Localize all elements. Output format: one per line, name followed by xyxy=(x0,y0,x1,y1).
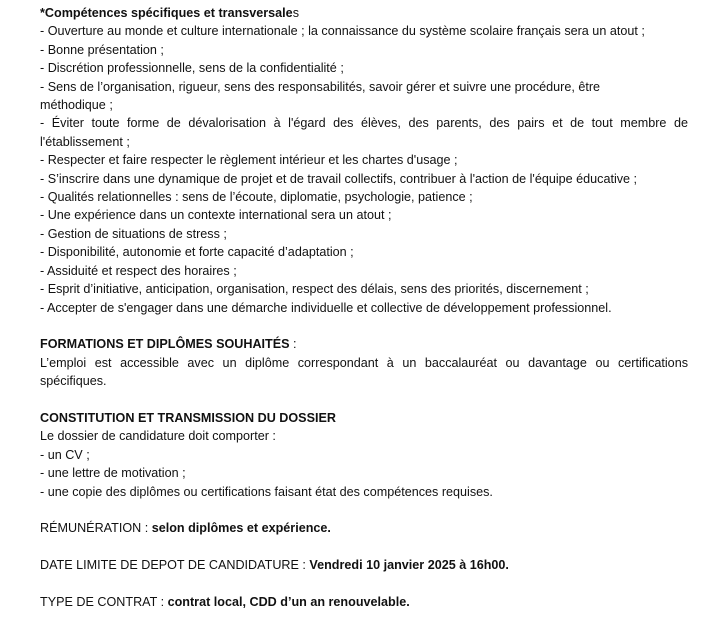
formations-heading-text: FORMATIONS ET DIPLÔMES SOUHAITÉS xyxy=(40,337,290,352)
competences-title-bold: *Compétences spécifiques et transversale xyxy=(40,6,293,20)
formations-heading-suffix: : xyxy=(289,337,297,352)
list-item: - Une expérience dans un contexte international sera un atout ; xyxy=(40,208,392,223)
formations-heading xyxy=(40,335,688,353)
date-limite-line xyxy=(40,556,688,574)
dossier-intro: Le dossier de candidature doit comporter : xyxy=(40,429,276,444)
spacer xyxy=(40,391,688,409)
spacer xyxy=(40,538,688,556)
dossier-heading: CONSTITUTION ET TRANSMISSION DU DOSSIER xyxy=(40,410,336,425)
document-page xyxy=(40,4,688,611)
remuneration-label: RÉMUNÉRATION : xyxy=(40,521,152,536)
list-item: - Assiduité et respect des horaires ; xyxy=(40,263,237,278)
date-limite-value: Vendredi 10 janvier 2025 à 16h00. xyxy=(309,558,509,573)
spacer xyxy=(40,575,688,593)
competences-title xyxy=(40,4,688,22)
date-limite-label: DATE LIMITE DE DEPOT DE CANDIDATURE : xyxy=(40,558,310,573)
list-item: - Éviter toute forme de dévalorisation à l'égard des élèves, des parents, des pairs et de tout membre de l'établissement ; xyxy=(40,116,688,149)
list-item: - Gestion de situations de stress ; xyxy=(40,226,227,241)
competences-title-tail: s xyxy=(292,6,299,20)
contrat-line xyxy=(40,593,688,611)
list-item: - Ouverture au monde et culture internationale ; la connaissance du système scolaire français sera un atout ; xyxy=(40,24,645,39)
remuneration-line xyxy=(40,519,688,537)
contrat-value: contrat local, CDD d’un an renouvelable. xyxy=(167,594,410,609)
contrat-label: TYPE DE CONTRAT : xyxy=(40,594,168,609)
list-item: - Discrétion professionnelle, sens de la confidentialité ; xyxy=(40,61,344,76)
list-item: - Qualités relationnelles : sens de l’écoute, diplomatie, psychologie, patience ; xyxy=(40,190,473,205)
dossier-list xyxy=(40,446,688,501)
competences-list xyxy=(40,22,688,317)
list-item: - Accepter de s'engager dans une démarche individuelle et collective de développement professionnel. xyxy=(40,300,612,315)
list-item: - Disponibilité, autonomie et forte capacité d’adaptation ; xyxy=(40,245,354,260)
formations-text: L’emploi est accessible avec un diplôme correspondant à un baccalauréat ou davantage ou certifications spécifiques. xyxy=(40,355,688,389)
spacer xyxy=(40,501,688,519)
list-item: - un CV ; xyxy=(40,447,90,462)
spacer xyxy=(40,317,688,335)
list-item: - une lettre de motivation ; xyxy=(40,466,186,481)
remuneration-value: selon diplômes et expérience. xyxy=(151,521,331,536)
list-item: - S’inscrire dans une dynamique de projet et de travail collectifs, contribuer à l'action de l'équipe éducative ; xyxy=(40,171,638,186)
list-item: - Esprit d’initiative, anticipation, organisation, respect des délais, sens des priorités, discernement ; xyxy=(40,282,589,297)
list-item: - Sens de l’organisation, rigueur, sens des responsabilités, savoir gérer et suivre une procédure, être méthodique ; xyxy=(40,79,601,113)
list-item: - Respecter et faire respecter le règlement intérieur et les chartes d'usage ; xyxy=(40,153,458,168)
list-item: - Bonne présentation ; xyxy=(40,42,164,57)
list-item: - une copie des diplômes ou certifications faisant état des compétences requises. xyxy=(40,484,493,499)
